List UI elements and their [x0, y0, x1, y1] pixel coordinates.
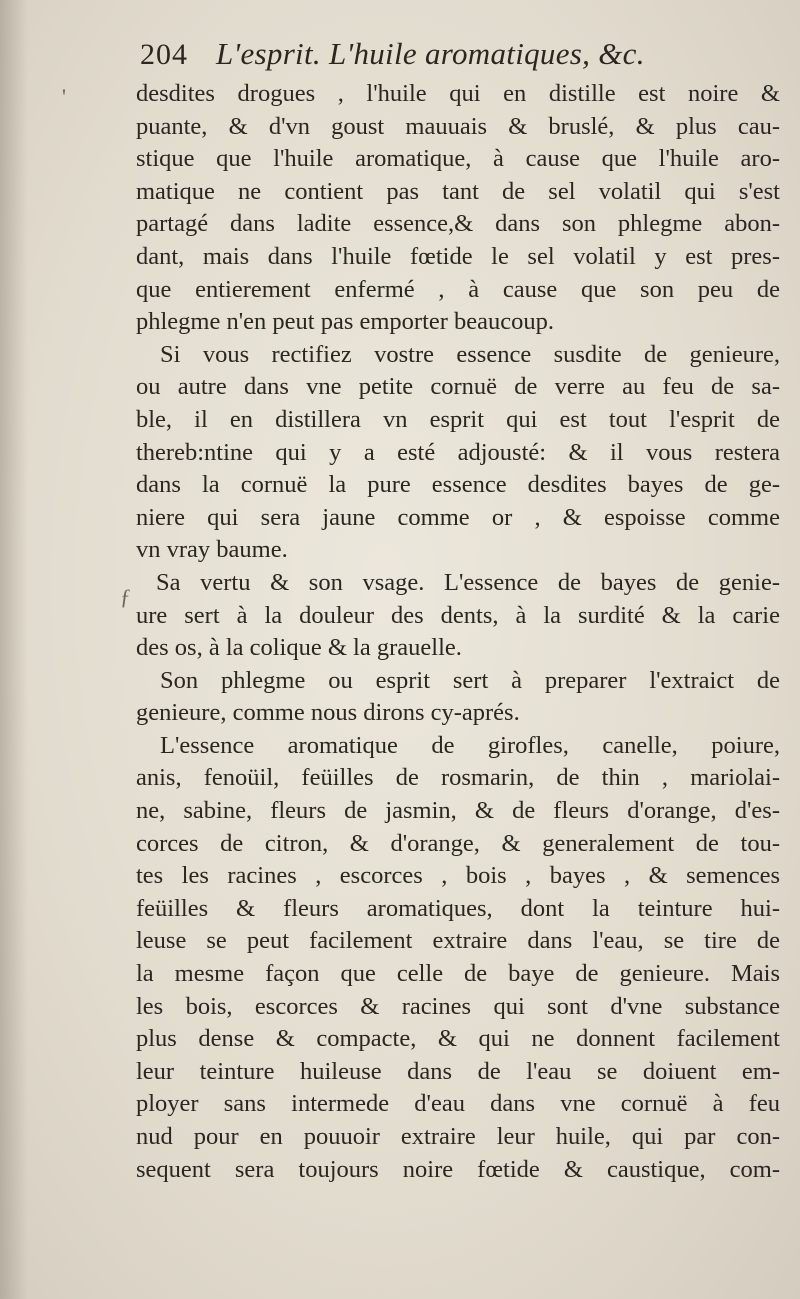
- text-line: puante, & d'vn goust mauuais & bruslé, & plus cau-: [136, 112, 780, 140]
- text-line: corces de citron, & d'orange, & generalement de tou-: [136, 829, 780, 857]
- text-line: Son phlegme ou esprit sert à preparer l'extraict de: [160, 666, 780, 694]
- text-line: ure sert à la douleur des dents, à la surdité & la carie: [136, 601, 780, 629]
- text-line: anis, fenoüil, feüilles de rosmarin, de thin , mariolai-: [136, 764, 780, 792]
- text-line: genieure, comme nous dirons cy-aprés.: [136, 699, 520, 727]
- text-line: les bois, escorces & racines qui sont d'vne substance: [136, 992, 780, 1020]
- text-line: des os, à la colique & la grauelle.: [136, 634, 462, 662]
- text-line: niere qui sera jaune comme or , & espoisse comme: [136, 503, 780, 531]
- text-line: sequent sera toujours noire fœtide & caustique, com-: [136, 1155, 780, 1183]
- page-number: 204: [140, 38, 188, 71]
- gutter-shadow: [0, 0, 28, 1299]
- text-line: ployer sans intermede d'eau dans vne cornuë à feu: [136, 1090, 780, 1118]
- text-line: ne, sabine, fleurs de jasmin, & de fleurs d'orange, d'es-: [136, 797, 780, 825]
- text-line: nud pour en pouuoir extraire leur huile, qui par con-: [136, 1123, 780, 1150]
- text-line: desdites drogues , l'huile qui en distille est noire &: [136, 80, 780, 107]
- running-title: L'esprit. L'huile aromatiques, &c.: [216, 36, 645, 71]
- text-line: Si vous rectifiez vostre essence susdite de genieure,: [160, 340, 780, 368]
- text-line: vn vray baume.: [136, 536, 288, 564]
- body-text: [120, 78, 780, 1186]
- text-line: ou autre dans vne petite cornuë de verre au feu de sa-: [136, 373, 780, 401]
- text-line: phlegme n'en peut pas emporter beaucoup.: [136, 308, 555, 336]
- text-line: Sa vertu & son vsage. L'essence de bayes de genie-: [156, 568, 780, 596]
- text-line: stique que l'huile aromatique, à cause que l'huile aro-: [136, 145, 780, 173]
- text-line: dant, mais dans l'huile fœtide le sel volatil y est pres-: [136, 242, 780, 270]
- text-line: matique ne contient pas tant de sel volatil qui s'est: [136, 177, 780, 205]
- text-line: leuse se peut facilement extraire dans l'eau, se tire de: [136, 927, 780, 955]
- text-line: dans la cornuë la pure essence desdites bayes de ge-: [136, 471, 780, 499]
- margin-mark: ': [62, 84, 66, 109]
- text-line: tes les racines , escorces , bois , bayes , & semences: [136, 862, 780, 890]
- text-line: ble, il en distillera vn esprit qui est tout l'esprit de: [136, 405, 780, 433]
- text-line: plus dense & compacte, & qui ne donnent facilement: [136, 1025, 780, 1053]
- text-line: thereb:ntine qui y a esté adjousté: & il vous restera: [136, 438, 780, 466]
- text-line: L'essence aromatique de girofles, canelle, poiure,: [160, 731, 780, 759]
- text-line: que entierement enfermé , à cause que son peu de: [136, 275, 780, 303]
- text-line: feüilles & fleurs aromatiques, dont la teinture hui-: [136, 894, 780, 922]
- text-line: la mesme façon que celle de baye de genieure. Mais: [136, 960, 780, 988]
- text-line: partagé dans ladite essence,& dans son phlegme abon-: [136, 210, 780, 238]
- margin-mark: ƒ: [120, 584, 131, 609]
- text-line: leur teinture huileuse dans de l'eau se doiuent em-: [136, 1057, 780, 1085]
